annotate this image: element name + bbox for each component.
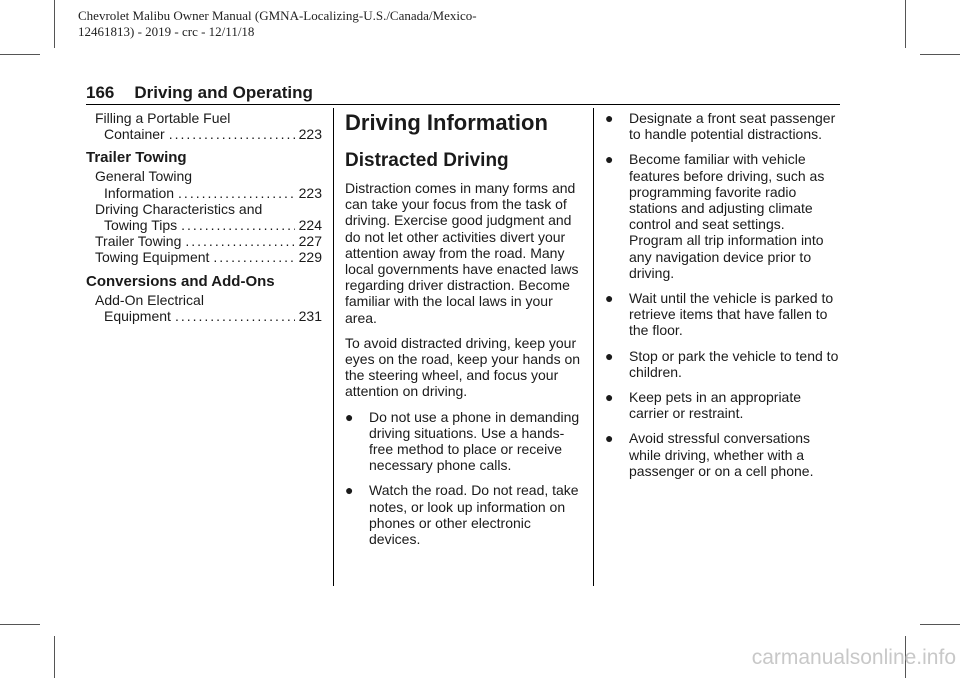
bullet-text: Stop or park the vehicle to tend to children. [629,347,839,380]
toc-entry[interactable] [86,110,322,142]
crop-mark [920,54,960,55]
crop-mark [905,0,906,48]
toc-entry[interactable] [86,292,322,324]
bullet-icon: ● [605,347,614,364]
toc-leader-dots [185,233,294,249]
page-heading [86,82,846,104]
toc-page-number: 231 [298,307,322,324]
toc-page-number: 224 [298,217,322,234]
toc-page-number: 223 [298,126,322,143]
bullet-item [605,110,841,142]
page-number: 166 [86,83,115,102]
crop-mark [54,636,55,678]
bullet-item [605,348,841,380]
subsection-title: Distracted Driving [345,150,509,171]
content-column-middle [345,108,581,556]
bullet-text: Wait until the vehicle is parked to retrieve items that have fallen to the floor. [629,290,834,339]
bullet-icon: ● [605,430,614,447]
bullet-text: Become familiar with vehicle features before driving, such as programming favorite radio stations and adjusting climate control and seat settings. Program all trip information into any navigation device prior to driving. [629,151,825,281]
bullet-icon: ● [605,389,614,406]
crop-mark [54,0,55,48]
toc-entry-title: Towing Tips [104,217,178,234]
content-column-right [605,110,841,488]
paragraph: To avoid distracted driving, keep your eyes on the road, keep your hands on the steering wheel, and focus your attention on driving. [345,334,581,400]
bullet-text: Designate a front seat passenger to handle potential distractions. [629,110,836,143]
bullet-item [345,409,581,474]
bullet-item [605,389,841,421]
toc-group-conversions [86,272,322,324]
toc-entry[interactable] [86,249,322,265]
crop-mark [0,624,40,625]
bullet-text: Keep pets in an appropriate carrier or restraint. [629,389,802,422]
toc-entry-title: Information [104,184,175,201]
toc-entry[interactable] [86,168,322,200]
toc-page-number: 229 [298,249,322,266]
toc-heading[interactable]: Trailer Towing [86,149,187,167]
toc-leader-dots [178,185,295,201]
bullet-icon: ● [345,408,354,425]
bullet-item [345,482,581,547]
bullet-item [605,430,841,479]
bullet-item [605,290,841,339]
document-header-line: Chevrolet Malibu Owner Manual (GMNA-Localizing-U.S./Canada/Mexico- [78,8,477,23]
crop-mark [0,54,40,55]
toc-entry[interactable] [86,233,322,249]
bullet-text: Avoid stressful conversations while driving, whether with a passenger or on a cell phone. [629,430,814,479]
toc-page-number: 227 [298,233,322,250]
toc-leader-dots [169,126,295,142]
bullet-icon: ● [605,110,614,126]
paragraph: Distraction comes in many forms and can take your focus from the task of driving. Exercise good judgment and do not let other activities divert your attention away from the road. Many local governments have enacted laws regarding driver distraction. Become familiar with the local laws in your area. [345,180,579,326]
toc-group-trailer-towing [86,148,322,265]
document-header [78,8,678,40]
toc-entry-title: Filling a Portable Fuel [95,110,231,126]
table-of-contents [86,110,322,324]
toc-leader-dots [213,249,294,265]
toc-entry-title: Driving Characteristics and [95,200,263,217]
section-title: Driving Information [345,110,548,135]
toc-leader-dots [175,308,295,324]
toc-page-number: 223 [298,184,322,201]
toc-entry-title: General Towing [95,168,193,185]
toc-entry[interactable] [86,201,322,233]
toc-entry-title: Add-On Electrical [95,291,204,308]
toc-heading[interactable]: Conversions and Add-Ons [86,272,275,290]
toc-entry-title: Towing Equipment [95,249,210,266]
page-title: Driving and Operating [134,83,313,102]
document-header-line: 12461813) - 2019 - crc - 12/11/18 [78,24,255,39]
column-divider [593,108,594,586]
bullet-icon: ● [605,290,614,307]
toc-leader-dots [181,217,294,233]
bullet-text: Do not use a phone in demanding driving situations. Use a hands-free method to place or receive necessary phone calls. [369,408,580,474]
toc-entry-title: Equipment [104,307,171,324]
crop-mark [920,624,960,625]
bullet-item [605,151,841,281]
heading-rule [86,104,840,105]
toc-entry-title: Trailer Towing [95,233,182,250]
bullet-icon: ● [605,151,614,168]
bullet-icon: ● [345,482,354,499]
toc-entry-title: Container [104,126,165,143]
bullet-text: Watch the road. Do not read, take notes, or look up information on phones or other electronic devices. [369,482,579,548]
column-divider [333,108,334,586]
watermark-text[interactable]: carmanualsonline.info [751,646,956,669]
